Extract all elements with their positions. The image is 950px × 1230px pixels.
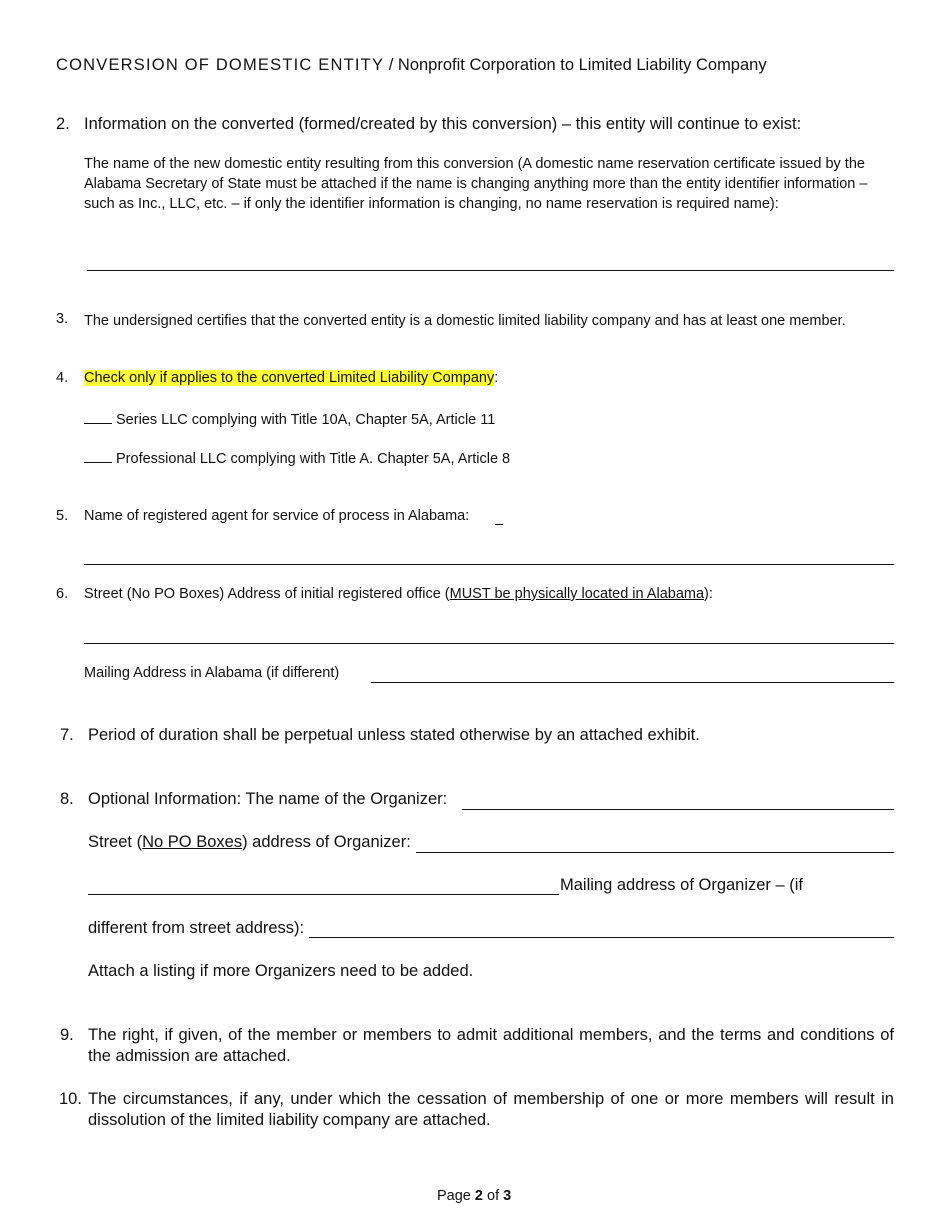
mailing-address-field[interactable] xyxy=(371,682,894,683)
professional-llc-checkbox[interactable] xyxy=(84,449,112,463)
item2-number: 2. xyxy=(56,115,70,133)
registered-agent-field[interactable] xyxy=(84,564,894,565)
registered-office-address-field[interactable] xyxy=(84,643,894,644)
converted-entity-name-field[interactable] xyxy=(87,270,894,271)
item6-number: 6. xyxy=(56,586,69,602)
item9-number: 9. xyxy=(60,1026,74,1044)
form-header xyxy=(56,56,767,75)
item5-number: 5. xyxy=(56,508,69,524)
item6-mailing-label: Mailing Address in Alabama (if different) xyxy=(84,665,340,681)
item6-text xyxy=(84,586,713,602)
series-llc-checkbox[interactable] xyxy=(84,410,112,424)
organizer-street-label xyxy=(88,833,411,852)
organizer-mailing-label: Mailing address of Organizer – (if xyxy=(560,876,804,894)
item9-text: The right, if given, of the member or members to admit additional members, and the terms and conditions of the admission are attached. xyxy=(88,1026,894,1065)
form-header-caps: CONVERSION OF DOMESTIC ENTITY xyxy=(56,56,385,74)
series-llc-option[interactable] xyxy=(84,410,495,428)
item4-label xyxy=(84,370,498,386)
item6-text-before: Street (No PO Boxes) Address of initial registered office ( xyxy=(84,586,450,602)
item7-text: Period of duration shall be perpetual unless stated otherwise by an attached exhibit. xyxy=(88,726,700,744)
organizer-street-field[interactable] xyxy=(416,852,894,853)
item3-number: 3. xyxy=(56,311,69,327)
organizer-street-underlined: No PO Boxes xyxy=(142,833,243,851)
item3-text: The undersigned certifies that the converted entity is a domestic limited liability company and has at least one member. xyxy=(84,313,846,329)
item10-number: 10. xyxy=(59,1090,82,1108)
item2-text: Information on the converted (formed/created by this conversion) – this entity will continue to exist: xyxy=(84,115,802,133)
page-current: 2 xyxy=(474,1188,483,1204)
professional-llc-label: Professional LLC complying with Title A. Chapter 5A, Article 8 xyxy=(116,451,511,467)
organizer-mailing-label-continued: different from street address): xyxy=(88,919,305,937)
item5-text: Name of registered agent for service of process in Alabama: xyxy=(84,508,470,524)
page-of: of xyxy=(487,1188,500,1204)
item4-number: 4. xyxy=(56,370,69,386)
registered-agent-inline-field[interactable] xyxy=(495,524,503,525)
form-header-rest: / Nonprofit Corporation to Limited Liability Company xyxy=(384,56,767,74)
item4-colon: : xyxy=(494,370,499,386)
page-total: 3 xyxy=(503,1188,512,1204)
organizer-name-field[interactable] xyxy=(462,809,894,810)
organizer-name-label: Optional Information: The name of the Organizer: xyxy=(88,790,448,808)
organizer-mailing-field[interactable] xyxy=(309,937,894,938)
item6-text-after: ): xyxy=(704,586,713,602)
page-number xyxy=(437,1188,511,1204)
item2-paragraph: The name of the new domestic entity resulting from this conversion (A domestic name reservation certificate issued by the Alabama Secretary of State must be attached if the name is changing anything more than the entity identifier information – such as Inc., LLC, etc. – if only the identifier information is changing, no name reservation is required name): xyxy=(84,156,868,212)
item10-text: The circumstances, if any, under which the cessation of membership of one or more members will result in dissolution of the limited liability company are attached. xyxy=(88,1090,894,1129)
item7-number: 7. xyxy=(60,726,74,744)
page-word: Page xyxy=(437,1188,471,1204)
attach-organizers-note: Attach a listing if more Organizers need to be added. xyxy=(88,962,474,980)
item6-text-underlined: MUST be physically located in Alabama xyxy=(449,586,705,602)
organizer-street-before: Street ( xyxy=(88,833,143,851)
item4-highlight: Check only if applies to the converted Limited Liability Company xyxy=(84,370,495,386)
series-llc-label: Series LLC complying with Title 10A, Chapter 5A, Article 11 xyxy=(116,412,496,428)
professional-llc-option[interactable] xyxy=(84,449,510,467)
organizer-street-after: ) address of Organizer: xyxy=(242,833,411,851)
organizer-street-field-continued[interactable] xyxy=(88,894,559,895)
item8-number: 8. xyxy=(60,790,74,808)
